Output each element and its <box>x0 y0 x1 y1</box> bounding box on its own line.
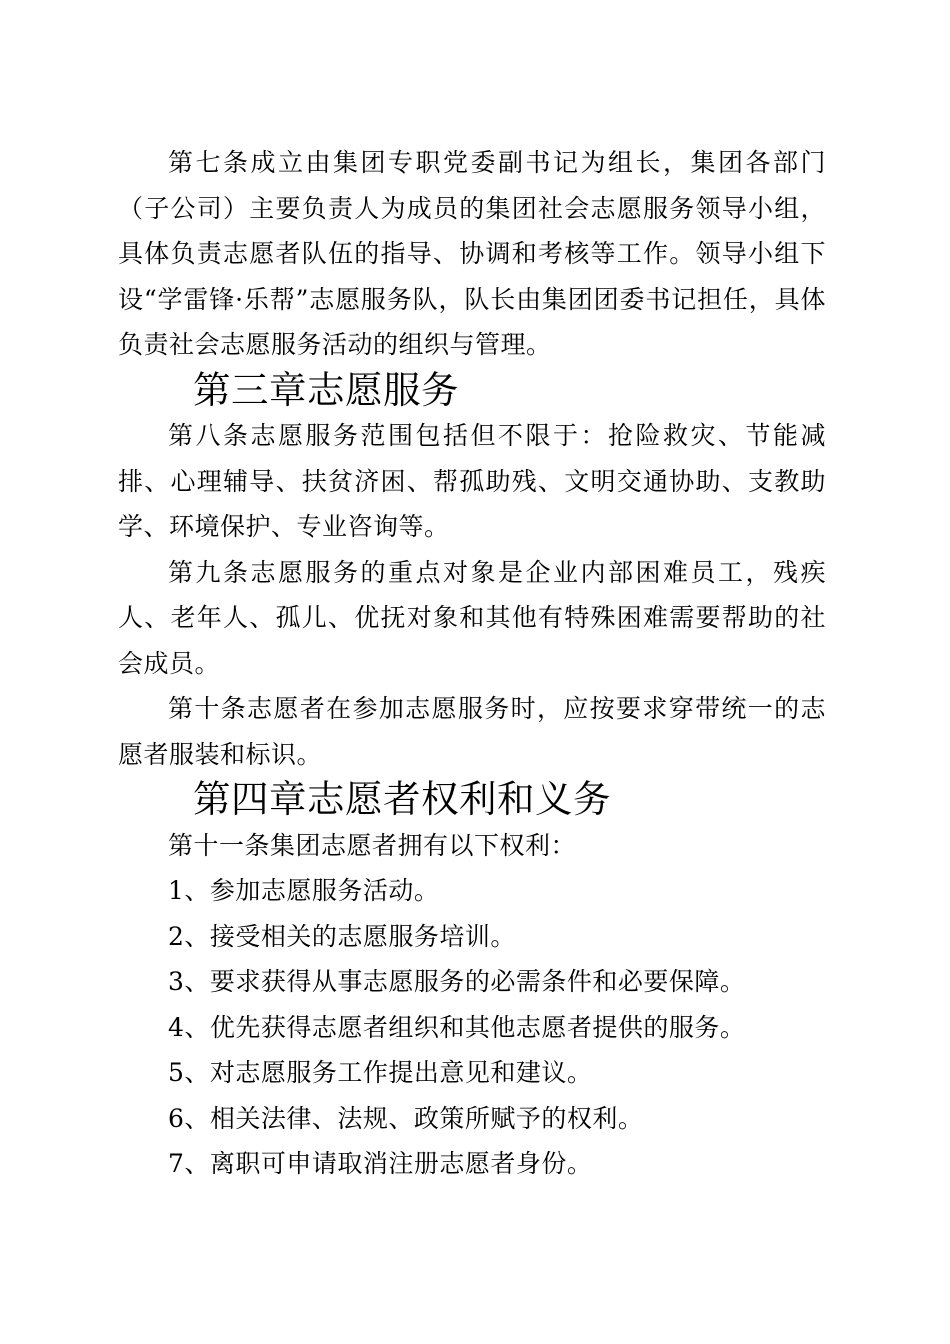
list-item: 6、相关法律、法规、政策所赋予的权利。 <box>168 1103 644 1133</box>
article-9-paragraph: 第九条志愿服务的重点对象是企业内部困难员工，残疾人、老年人、孤儿、优抚对象和其他有特殊困难需要帮助的社会成员。 <box>118 557 826 678</box>
chapter-4-heading: 第四章志愿者权利和义务 <box>193 777 611 821</box>
list-item: 4、优先获得志愿者组织和其他志愿者提供的服务。 <box>168 1012 746 1042</box>
chapter-3-heading: 第三章志愿服务 <box>193 367 459 412</box>
article-11-paragraph: 第十一条集团志愿者拥有以下权利： <box>168 830 577 860</box>
list-item: 5、对志愿服务工作提出意见和建议。 <box>168 1058 593 1087</box>
article-10-paragraph: 第十条志愿者在参加志愿服务时，应按要求穿带统一的志愿者服装和标识。 <box>118 694 826 769</box>
list-item: 1、参加志愿服务活动。 <box>168 876 440 905</box>
list-item: 7、离职可申请取消注册志愿者身份。 <box>168 1149 593 1178</box>
list-item: 3、要求获得从事志愿服务的必需条件和必要保障。 <box>168 967 746 996</box>
article-7-paragraph: 第七条成立由集团专职党委副书记为组长，集团各部门（子公司）主要负责人为成员的集团社会志愿服务领导小组，具体负责志愿者队伍的指导、协调和考核等工作。领导小组下设“学雷锋·乐帮”志愿服务队，队长由集团团委书记担任，具体负责社会志愿服务活动的组织与管理。 <box>118 148 826 359</box>
list-item: 2、接受相关的志愿服务培训。 <box>168 921 516 951</box>
article-8-paragraph: 第八条志愿服务范围包括但不限于：抢险救灾、节能减排、心理辅导、扶贫济困、帮孤助残、文明交通协助、支教助学、环境保护、专业咨询等。 <box>118 421 826 541</box>
document-page <box>118 140 826 1187</box>
